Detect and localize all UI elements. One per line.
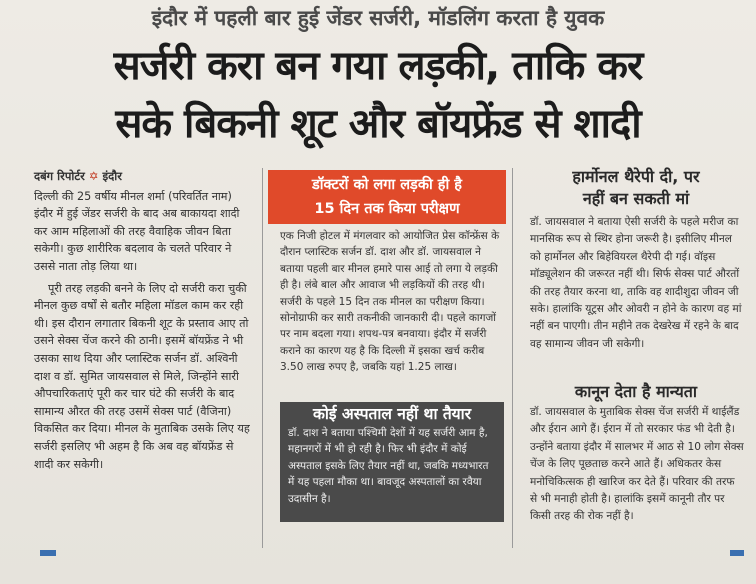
- kicker-line: इंदौर में पहली बार हुई जेंडर सर्जरी, मॉडलिंग करता है युवक: [151, 6, 605, 30]
- subheading-law: कानून देता है मान्यता: [574, 382, 698, 401]
- red-box-line-2: 15 दिन तक किया परीक्षण: [314, 201, 460, 217]
- dark-box-text: डॉ. दाश ने बताया पश्चिमी देशों में यह सर्जरी आम है, महानगरों में भी हो रही है। फिर भी इंदौर में कोई अस्पताल इसके लिए तैयार नहीं था, जबकि मध्यभारत में यह पहला मौका था। बावजूद अस्पतालों का रवैया उदासीन है।: [288, 426, 489, 505]
- headline-line-2: सके बिकनी शूट और बॉयफ्रेंड से शादी: [115, 101, 641, 147]
- dark-sidebar-box: [280, 402, 504, 522]
- column-1-paragraph-1: दिल्ली की 25 वर्षीय मीनल शर्मा (परिवर्तित नाम) इंदौर में हुई जेंडर सर्जरी के बाद अब बाकायदा शादी कर आम महिलाओं की तरह वैवाहिक जीवन बिता सकेगी। कुछ शारीरिक बदलाव के चलते परिवार ने उससे नाता तोड़ लिया था।: [34, 189, 240, 273]
- red-subheading-box: [268, 170, 506, 224]
- column-4-paragraph-1: डॉ. जायसवाल के मुताबिक सेक्स चेंज सर्जरी में थाईलैंड और ईरान आगे हैं। ईरान में तो सरकार फंड भी देती है। उन्होंने बताया इंदौर में सालभर में आठ से 10 लोग सेक्स चेंज के लिए पूछताछ करने आते हैं। अधिकतर केस मनोचिकित्सक ही खारिज कर देते हैं। परिवार की तरफ से भी मनाही होती है। हालांकि इसमें कानूनी तौर पर किसी तरह की रोक नहीं है।: [530, 406, 744, 523]
- column-divider-2: [512, 168, 513, 548]
- column-3-paragraph-1: डॉ. जायसवाल ने बताया ऐसी सर्जरी के पहले मरीज का मानसिक रूप से स्थिर होना जरूरी है। इसीलिए मीनल को हार्मोनल और बिहेवियरल थैरेपी दी गई। वॉइस मॉड्यूलेशन की जरूरत नहीं थी। सिर्फ सेक्स पार्ट औरतों की तरह तैयार करना था, ताकि वह शादीशुदा जीवन जी सके। हालांकि यूट्रस और ओवरी न होने के कारण वह मां नहीं बन पाएगी। तीन महीने तक देखरेख में रहने के बाद वह सामान्य जीवन जी सकेगी।: [530, 216, 742, 350]
- column-1-paragraph-2: पूरी तरह लड़की बनने के लिए दो सर्जरी करा चुकी मीनल कुछ वर्षों से बतौर महिला मॉडल काम कर रही थी। इस दौरान लगातार बिकनी शूट के प्रस्ताव आए तो उसने सेक्स चेंज करने की ठानी। इसमें बॉयफ्रेंड ने भी उसका साथ दिया और प्लास्टिक सर्जन डॉ. अश्विनी दाश व डॉ. सुमित जायसवाल से मिले, जिन्होंने सारी औपचारिकताएं पूरी कर चार घंटे की सर्जरी के बाद सामान्य औरत की तरह उसमें सेक्स पार्ट (वैजिना) विकसित कर दिया। मीनल के मुताबिक उसके लिए यह सर्जरी इसलिए भी अहम है कि अब वह बॉयफ्रेंड से शादी कर सकेगी।: [34, 281, 250, 471]
- article-column-2: [280, 228, 502, 380]
- dark-box-title: कोई अस्पताल नहीं था तैयार: [312, 405, 472, 423]
- column-2-paragraph-1: एक निजी होटल में मंगलवार को आयोजित प्रेस कॉन्फ्रेंस के दौरान प्लास्टिक सर्जन डॉ. दाश और डॉ. जायसवाल ने बताया पहली बार मीनल हमारे पास आई तो लगा ये लड़की ही है। लंबे बाल और आवाज भी लड़कियों की तरह थी। सर्जरी के पहले 15 दिन तक मीनल का परीक्षण किया। सोनोग्राफी कर सारी तकनीकी जानकारी दी। पहले कागजों पर नाम बदला गया। शपथ-पत्र बनवाया। इंदौर में सर्जरी कराने का कारण यह है कि दिल्ली में इसका खर्च करीब 3.50 लाख रुपए है, जबकि यहां 1.25 लाख।: [280, 230, 500, 374]
- subheading-1-line-1: हार्मोनल थैरेपी दी, पर: [572, 167, 700, 186]
- star-icon: ✡: [88, 169, 99, 183]
- subheading-hormonal-therapy: [520, 166, 752, 210]
- byline-city: इंदौर: [102, 169, 122, 183]
- headline-line-1: सर्जरी करा बन गया लड़की, ताकि कर: [113, 43, 643, 89]
- subheading-1-line-2: नहीं बन सकती मां: [582, 189, 690, 208]
- article-column-1: [34, 168, 252, 477]
- column-divider-1: [262, 168, 263, 548]
- registration-mark-right: [730, 550, 744, 556]
- byline: [34, 168, 252, 186]
- article-column-4: [530, 404, 744, 530]
- red-box-line-1: डॉक्टरों को लगा लड़की ही है: [312, 177, 462, 193]
- article-column-3: [530, 214, 744, 357]
- registration-mark-left: [40, 550, 56, 556]
- reporter-name: दबंग रिपोर्टर: [34, 169, 85, 183]
